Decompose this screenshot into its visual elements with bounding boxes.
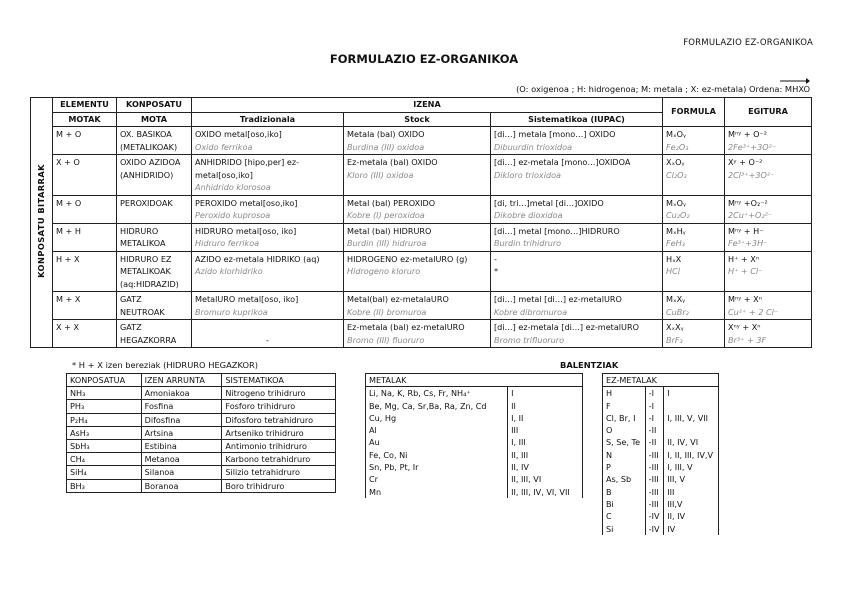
header-tradizionala: Tradizionala: [192, 112, 344, 127]
nonmetal-element: N: [603, 449, 646, 461]
metal-valence: I, III: [508, 436, 583, 448]
header-motak: MOTAK: [53, 112, 117, 127]
systematic-name: [di…] metal [di…] ez-metalURO: [494, 294, 622, 304]
nonmetal-negative-valence: -III: [645, 498, 664, 510]
structure: Mⁿʸ + O⁻²: [728, 129, 768, 139]
stock-name: Metal (bal) PEROXIDO: [347, 197, 436, 208]
systematic-example: Kobre dibromuroa: [494, 306, 568, 317]
header-izena: IZENA: [192, 98, 663, 113]
mota-cell: [117, 127, 192, 155]
structure: Mⁿʸ + Xⁿ: [728, 294, 762, 304]
stock-example: Hidrogeno kloruro: [347, 266, 421, 276]
nonmetal-element: F: [603, 400, 646, 412]
hydride-cell: Metanoa: [141, 453, 222, 466]
structure-example: 2Cu⁺+O₂²⁻: [728, 210, 773, 220]
formula-example: HCl: [666, 266, 680, 276]
formula-example: FeH₃: [666, 238, 685, 248]
stock-name: Metal(bal) ez-metalaURO: [347, 294, 449, 304]
traditional-example: Anhidrido klorosoa: [195, 182, 271, 192]
nonmetal-negative-valence: -II: [645, 436, 664, 448]
systematic-name: [di…] ez-metala [di…] ez-metalURO: [494, 322, 639, 332]
nonmetal-positive-valence: III: [664, 486, 719, 498]
compound-row: [31, 195, 812, 223]
side-label: KONPOSATU BITARRAK: [36, 163, 47, 278]
formula-example: Fe₂O₃: [666, 141, 689, 152]
nonmetal-positive-valence: IV: [664, 523, 719, 535]
metal-valence: II: [508, 400, 583, 412]
nonmetal-element: As, Sb: [603, 473, 646, 485]
compound-row: [31, 223, 812, 251]
formula: MₓOᵧ: [666, 129, 686, 139]
formula-cell: [663, 251, 725, 292]
systematic-name: [di, tri…]metal [di…]OXIDO: [494, 197, 604, 208]
metal-elements: Mn: [366, 486, 508, 498]
traditional-name: PEROXIDO metal[oso,iko]: [195, 197, 298, 208]
stock-example: Burdin (III) hidruroa: [347, 238, 427, 248]
formula: HₓX: [666, 253, 682, 264]
hydride-cell: SiH₄: [67, 466, 142, 479]
nonmetal-positive-valence: III,V: [664, 498, 719, 510]
metal-valence: II, III, VI: [508, 473, 583, 485]
element-types: M + H: [56, 225, 81, 236]
nonmetal-positive-valence: I: [664, 387, 719, 400]
hydride-cell: Boro trihidruro: [222, 479, 336, 492]
hydride-row: [67, 426, 336, 439]
nonmetal-positive-valence: II, IV: [664, 510, 719, 522]
hydride-cell: Fosfina: [141, 400, 222, 413]
compound-type-line: METALIKOAK: [120, 266, 171, 276]
trad-cell: [192, 251, 344, 292]
structure: Mⁿʸ +O₂⁻²: [728, 197, 768, 208]
structure-example: Fe³⁺+3H⁻: [728, 238, 768, 248]
nonmetal-valence-table: [602, 373, 719, 535]
sist-cell: [491, 195, 663, 223]
element-types: X + O: [56, 157, 80, 167]
nonmetal-negative-valence: -I: [645, 400, 664, 412]
compound-row: [31, 320, 812, 348]
mota-cell: [117, 251, 192, 292]
structure-example: Br³⁺ + 3F: [728, 334, 767, 345]
hydride-cell: Difosforo tetrahidruro: [222, 413, 336, 426]
hydride-header: IZEN ARRUNTA: [141, 374, 222, 387]
stock-example: Kobre (II) bromuroa: [347, 306, 427, 317]
hydride-header: SISTEMATIKOA: [222, 374, 336, 387]
traditional-example: Hidruro ferrikoa: [195, 238, 260, 248]
elem-cell: [53, 320, 117, 348]
hydride-row: [67, 440, 336, 453]
nonmetal-row: [603, 412, 719, 424]
nonmetal-row: [603, 449, 719, 461]
stock-cell: [344, 223, 491, 251]
hydride-cell: Estibina: [141, 440, 222, 453]
nonmetal-positive-valence: [664, 400, 719, 412]
nonmetal-positive-valence: II, IV, VI: [664, 436, 719, 448]
metal-valence: I: [508, 387, 583, 400]
hydride-note: * H + X izen bereziak (HIDRURO HEGAZKOR): [72, 360, 258, 370]
traditional-name: MetalURO metal[oso, iko]: [195, 294, 299, 304]
hydride-table: [66, 373, 336, 493]
header-mota: MOTA: [117, 112, 192, 127]
hydride-row: [67, 387, 336, 400]
metal-elements: Cr: [366, 473, 508, 485]
traditional-example: -: [266, 334, 269, 345]
elem-cell: [53, 195, 117, 223]
nonmetal-element: Bi: [603, 498, 646, 510]
stock-example: Kobre (I) peroxidoa: [347, 210, 425, 220]
egitura-cell: [725, 195, 812, 223]
sist-cell: [491, 223, 663, 251]
nonmetal-row: [603, 387, 719, 400]
hydride-row: [67, 400, 336, 413]
nonmetal-row: [603, 424, 719, 436]
compound-row: [31, 251, 812, 292]
nonmetal-negative-valence: -IV: [645, 510, 664, 522]
metal-elements: Cu, Hg: [366, 412, 508, 424]
elem-cell: [53, 223, 117, 251]
sist-cell: [491, 320, 663, 348]
systematic-name: [di…] metala [mono…] OXIDO: [494, 129, 616, 139]
compound-type-line: (METALIKOAK): [120, 141, 178, 152]
traditional-example: Peroxido kuprosoa: [195, 210, 271, 220]
metal-valence: II, III, IV, VI, VII: [508, 486, 583, 498]
formula-cell: [663, 195, 725, 223]
nonmetal-row: [603, 510, 719, 522]
nonmetal-element: B: [603, 486, 646, 498]
metal-valence-table: [365, 373, 583, 498]
traditional-name: AZIDO ez-metala HIDRIKO (aq): [195, 253, 320, 264]
hydride-cell: BH₃: [67, 479, 142, 492]
stock-name: Ez-metala (bal) OXIDO: [347, 157, 438, 167]
hydride-cell: Boranoa: [141, 479, 222, 492]
egitura-cell: [725, 292, 812, 320]
structure-example: H⁺ + Cl⁻: [728, 266, 763, 276]
legend-text: (O: oxigenoa ; H: hidrogenoa; M: metala ; X: ez-metala) Ordena: MHXO: [516, 84, 810, 94]
sist-cell: [491, 127, 663, 155]
formula-example: BrF₃: [666, 334, 683, 345]
hydride-cell: Difosfina: [141, 413, 222, 426]
elem-cell: [53, 292, 117, 320]
hydride-cell: Amoniakoa: [141, 387, 222, 400]
metal-valence: II, III: [508, 449, 583, 461]
egitura-cell: [725, 251, 812, 292]
header-stock: Stock: [344, 112, 491, 127]
nonmetal-positive-valence: I, II, III, IV,V: [664, 449, 719, 461]
structure: Mⁿʸ + H⁻: [728, 225, 764, 236]
stock-example: Burdina (III) oxidoa: [347, 141, 425, 152]
nonmetal-negative-valence: -I: [645, 412, 664, 424]
trad-cell: [192, 127, 344, 155]
compound-row: [31, 155, 812, 196]
structure-example: 2Cl³⁺+3O²⁻: [728, 169, 775, 180]
formula-example: Cu₂O₂: [666, 210, 690, 220]
nonmetal-positive-valence: III, V: [664, 473, 719, 485]
compound-type-line: HEGAZKORRA: [120, 334, 177, 345]
nonmetal-negative-valence: -I: [645, 387, 664, 400]
nonmetal-element: O: [603, 424, 646, 436]
hydride-cell: Artseniko trihidruro: [222, 426, 336, 439]
nonmetal-positive-valence: I, III, V, VII: [664, 412, 719, 424]
traditional-example: Oxido ferrikoa: [195, 141, 253, 152]
systematic-example: Dikloro trioxidoa: [494, 169, 562, 180]
metal-elements: Fe, Co, Ni: [366, 449, 508, 461]
systematic-name: -: [494, 253, 497, 264]
structure: Xⁿʸ + Xⁿ: [728, 322, 761, 332]
nonmetal-negative-valence: -II: [645, 424, 664, 436]
hydride-cell: Antimonio trihidruro: [222, 440, 336, 453]
balentziak-title: BALENTZIAK: [560, 360, 619, 370]
nonmetal-negative-valence: -III: [645, 473, 664, 485]
traditional-name: OXIDO metal[oso,iko]: [195, 129, 282, 139]
nonmetal-row: [603, 486, 719, 498]
metal-row: [366, 424, 583, 436]
header-elementu: ELEMENTU: [53, 98, 117, 113]
stock-name: Ez-metala (bal) ez-metalURO: [347, 322, 465, 332]
element-types: M + O: [56, 129, 82, 139]
trad-cell: [192, 223, 344, 251]
compound-type-line: (ANHIDRIDO): [120, 169, 174, 180]
page-title: FORMULAZIO EZ-ORGANIKOA: [329, 52, 519, 66]
systematic-example: *: [494, 266, 499, 276]
nonmetal-row: [603, 498, 719, 510]
mota-cell: [117, 223, 192, 251]
hydride-cell: PH₃: [67, 400, 142, 413]
metal-valence: II, IV: [508, 461, 583, 473]
hydride-cell: NH₃: [67, 387, 142, 400]
compound-type-line: METALIKOA: [120, 238, 166, 248]
formula: MₓOᵧ: [666, 197, 686, 208]
elem-cell: [53, 251, 117, 292]
header-right-title: FORMULAZIO EZ-ORGANIKOA: [683, 38, 813, 48]
hydride-row: [67, 479, 336, 492]
stock-name: Metala (bal) OXIDO: [347, 129, 425, 139]
formula-cell: [663, 127, 725, 155]
element-types: M + X: [56, 294, 81, 304]
trad-cell: [192, 292, 344, 320]
sist-cell: [491, 155, 663, 196]
binary-compounds-table: [30, 97, 812, 348]
hydride-cell: Artsina: [141, 426, 222, 439]
hydride-cell: Karbono tetrahidruro: [222, 453, 336, 466]
nonmetal-row: [603, 436, 719, 448]
metal-valence: III: [508, 424, 583, 436]
hydride-cell: CH₄: [67, 453, 142, 466]
formula-cell: [663, 292, 725, 320]
elem-cell: [53, 127, 117, 155]
metal-elements: Sn, Pb, Pt, Ir: [366, 461, 508, 473]
compound-type-line: OX. BASIKOA: [120, 129, 172, 139]
nonmetal-negative-valence: -III: [645, 486, 664, 498]
stock-name: Metal (bal) HIDRURO: [347, 225, 432, 236]
traditional-name: ANHIDRIDO [hipo,per] ez-metal[oso,iko]: [195, 157, 300, 180]
systematic-example: Dibuurdin trioxidoa: [494, 141, 573, 152]
nonmetal-element: Cl, Br, I: [603, 412, 646, 424]
hydride-cell: AsH₃: [67, 426, 142, 439]
header-egitura: EGITURA: [725, 98, 812, 127]
nonmetal-positive-valence: [664, 424, 719, 436]
metal-row: [366, 449, 583, 461]
stock-example: Kloro (III) oxidoa: [347, 169, 414, 180]
trad-cell: [192, 195, 344, 223]
traditional-example: Bromuro kuprikoa: [195, 306, 268, 317]
elem-cell: [53, 155, 117, 196]
ezmetalak-header: EZ-METALAK: [603, 374, 719, 387]
egitura-cell: [725, 320, 812, 348]
hydride-row: [67, 453, 336, 466]
nonmetal-element: C: [603, 510, 646, 522]
nonmetal-element: H: [603, 387, 646, 400]
compound-row: [31, 127, 812, 155]
stock-cell: [344, 195, 491, 223]
hydride-row: [67, 413, 336, 426]
mota-cell: [117, 195, 192, 223]
metal-row: [366, 473, 583, 485]
stock-cell: [344, 155, 491, 196]
formula-example: Cl₂O₃: [666, 169, 687, 180]
metal-row: [366, 412, 583, 424]
structure-example: Cu²⁺ + 2 Cl⁻: [728, 306, 779, 317]
mota-cell: [117, 320, 192, 348]
stock-cell: [344, 320, 491, 348]
hydride-cell: Fosforo trihidruro: [222, 400, 336, 413]
metal-row: [366, 436, 583, 448]
nonmetal-row: [603, 473, 719, 485]
formula: XₓOᵧ: [666, 157, 685, 167]
nonmetal-row: [603, 523, 719, 535]
systematic-name: [di…] metal [mono…]HIDRURO: [494, 225, 620, 236]
systematic-example: Bromo trifluoruro: [494, 334, 565, 345]
trad-cell: [192, 155, 344, 196]
compound-row: [31, 292, 812, 320]
formula-cell: [663, 155, 725, 196]
traditional-name: HIDRURO metal[oso, iko]: [195, 225, 297, 236]
compound-type-line: NEUTROAK: [120, 306, 165, 317]
egitura-cell: [725, 127, 812, 155]
nonmetal-negative-valence: -III: [645, 449, 664, 461]
structure: Xʸ + O⁻²: [728, 157, 763, 167]
sist-cell: [491, 292, 663, 320]
header-konposatu: KONPOSATU: [117, 98, 192, 113]
nonmetal-row: [603, 461, 719, 473]
stock-cell: [344, 127, 491, 155]
systematic-example: Dikobre dioxidoa: [494, 210, 563, 220]
header-formula: FORMULA: [663, 98, 725, 127]
nonmetal-element: S, Se, Te: [603, 436, 646, 448]
nonmetal-positive-valence: I, III, V: [664, 461, 719, 473]
compound-type-line: GATZ: [120, 322, 142, 332]
element-types: X + X: [56, 322, 80, 332]
formula: MₓHᵧ: [666, 225, 686, 236]
element-types: H + X: [56, 253, 80, 264]
formula-example: CuBr₂: [666, 306, 689, 317]
nonmetal-negative-valence: -IV: [645, 523, 664, 535]
formula-cell: [663, 320, 725, 348]
element-types: M + O: [56, 197, 82, 208]
stock-name: HIDROGENO ez-metalURO (g): [347, 253, 468, 264]
hydride-row: [67, 466, 336, 479]
hydride-cell: P₂H₄: [67, 413, 142, 426]
side-label-cell: [31, 98, 53, 348]
formula-cell: [663, 223, 725, 251]
compound-type-line: GATZ: [120, 294, 142, 304]
mota-cell: [117, 155, 192, 196]
metal-valence: I, II: [508, 412, 583, 424]
nonmetal-row: [603, 400, 719, 412]
hydride-cell: Silizio tetrahidruro: [222, 466, 336, 479]
metal-row: [366, 387, 583, 400]
egitura-cell: [725, 155, 812, 196]
compound-type-line: HIDRURO EZ: [120, 253, 172, 264]
systematic-name: [di…] ez-metala [mono…]OXIDOA: [494, 157, 631, 167]
compound-type-line: (aq:HIDRAZID): [120, 278, 179, 289]
compound-type-line: HIDRURO: [120, 225, 159, 236]
metal-elements: Be, Mg, Ca, Sr,Ba, Ra, Zn, Cd: [366, 400, 508, 412]
header-sistematikoa: Sistematikoa (IUPAC): [491, 112, 663, 127]
metal-elements: Al: [366, 424, 508, 436]
hydride-cell: Nitrogeno trihidruro: [222, 387, 336, 400]
formula: XₓXᵧ: [666, 322, 684, 332]
mota-cell: [117, 292, 192, 320]
egitura-cell: [725, 223, 812, 251]
nonmetal-element: Si: [603, 523, 646, 535]
traditional-example: Azido klorhidriko: [195, 266, 263, 276]
nonmetal-negative-valence: -III: [645, 461, 664, 473]
stock-cell: [344, 292, 491, 320]
structure: H⁺ + Xⁿ: [728, 253, 760, 264]
stock-cell: [344, 251, 491, 292]
compound-type-line: PEROXIDOAK: [120, 197, 173, 208]
hydride-cell: Silanoa: [141, 466, 222, 479]
structure-example: 2Fe³⁺+3O²⁻: [728, 141, 777, 152]
compound-type-line: OXIDO AZIDOA: [120, 157, 181, 167]
stock-example: Bromo (III) fluoruro: [347, 334, 425, 345]
metalak-header: METALAK: [366, 374, 583, 387]
metal-row: [366, 400, 583, 412]
metal-elements: Li, Na, K, Rb, Cs, Fr, NH₄⁺: [366, 387, 508, 400]
hydride-cell: SbH₃: [67, 440, 142, 453]
nonmetal-element: P: [603, 461, 646, 473]
systematic-example: Burdin trihidruro: [494, 238, 562, 248]
formula: MₓXᵧ: [666, 294, 686, 304]
metal-row: [366, 461, 583, 473]
metal-elements: Au: [366, 436, 508, 448]
hydride-header: KONPOSATUA: [67, 374, 142, 387]
trad-cell: [192, 320, 344, 348]
metal-row: [366, 486, 583, 498]
sist-cell: [491, 251, 663, 292]
